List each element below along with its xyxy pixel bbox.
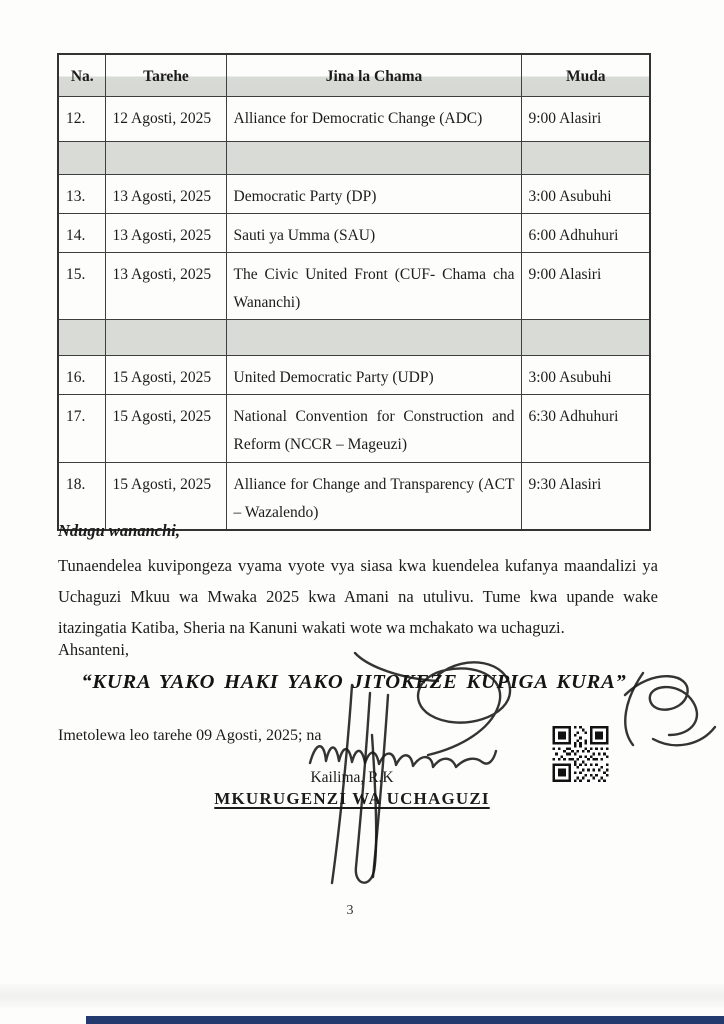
table-row [58,462,650,530]
cell-muda: 3:00 Asubuhi [521,355,650,394]
table-header-row [58,54,650,96]
qr-code-icon [551,726,610,782]
cell-chama: Alliance for Change and Transparency (ACT – Wazalendo) [226,462,521,530]
cell-muda: 9:00 Alasiri [521,252,650,319]
cell-na: 13. [58,174,105,213]
header-jina-la-chama: Jina la Chama [226,54,521,96]
cell-chama: The Civic United Front (CUF- Chama cha Wananchi) [226,252,521,319]
cell-muda: 6:30 Adhuhuri [521,394,650,462]
cell-chama: Alliance for Democratic Change (ADC) [226,96,521,141]
header-na: Na. [58,54,105,96]
signatory-name: Kailima, R.K [310,769,394,786]
paragraph-line: Uchaguzi Mkuu wa Mwaka 2025 kwa Amani na utulivu. Tume kwa upande wake [58,587,658,606]
salutation: Ndugu wananchi, [58,521,180,540]
cell-na: 17. [58,394,105,462]
cell-chama: Sauti ya Umma (SAU) [226,213,521,252]
cell-tarehe: 13 Agosti, 2025 [105,174,226,213]
scan-shadow-band [0,984,724,1008]
cell-muda: 3:00 Asubuhi [521,174,650,213]
thanks-line: Ahsanteni, [58,640,130,659]
scan-bottom-edge [86,1016,724,1024]
cell-muda: 9:30 Alasiri [521,462,650,530]
cell-na: 18. [58,462,105,530]
cell-tarehe: 13 Agosti, 2025 [105,252,226,319]
cell-tarehe: 15 Agosti, 2025 [105,394,226,462]
table-separator-row [58,141,650,174]
cell-na: 16. [58,355,105,394]
table-separator-row [58,319,650,355]
body-paragraph [58,550,658,643]
cell-muda: 6:00 Adhuhuri [521,213,650,252]
cell-na: 15. [58,252,105,319]
header-tarehe: Tarehe [105,54,226,96]
cell-na: 12. [58,96,105,141]
table-row [58,96,650,141]
table-row [58,213,650,252]
signature-flourish-icon [605,665,717,757]
header-muda: Muda [521,54,650,96]
cell-chama: United Democratic Party (UDP) [226,355,521,394]
paragraph-line: Tunaendelea kuvipongeza vyama vyote vya siasa kwa kuendelea kufanya maandalizi ya [58,556,658,575]
table-row [58,355,650,394]
cell-tarehe: 15 Agosti, 2025 [105,462,226,530]
issued-line: Imetolewa leo tarehe 09 Agosti, 2025; na [58,727,322,744]
cell-tarehe: 13 Agosti, 2025 [105,213,226,252]
table-row [58,174,650,213]
page-number: 3 [346,903,354,918]
cell-tarehe: 15 Agosti, 2025 [105,355,226,394]
table-row [58,394,650,462]
paragraph-line: itazingatia Katiba, Sheria na Kanuni wakati wote wa mchakato wa uchaguzi. [58,618,565,637]
signatory-title: MKURUGENZI WA UCHAGUZI [214,789,490,808]
cell-chama: Democratic Party (DP) [226,174,521,213]
cell-muda: 9:00 Alasiri [521,96,650,141]
table-row [58,252,650,319]
cell-chama: National Convention for Construction and Reform (NCCR – Mageuzi) [226,394,521,462]
schedule-table [57,53,651,531]
slogan: “KURA YAKO HAKI YAKO JITOKEZE KUPIGA KURA” [81,671,627,693]
cell-tarehe: 12 Agosti, 2025 [105,96,226,141]
handwritten-signature-icon [270,645,560,895]
cell-na: 14. [58,213,105,252]
